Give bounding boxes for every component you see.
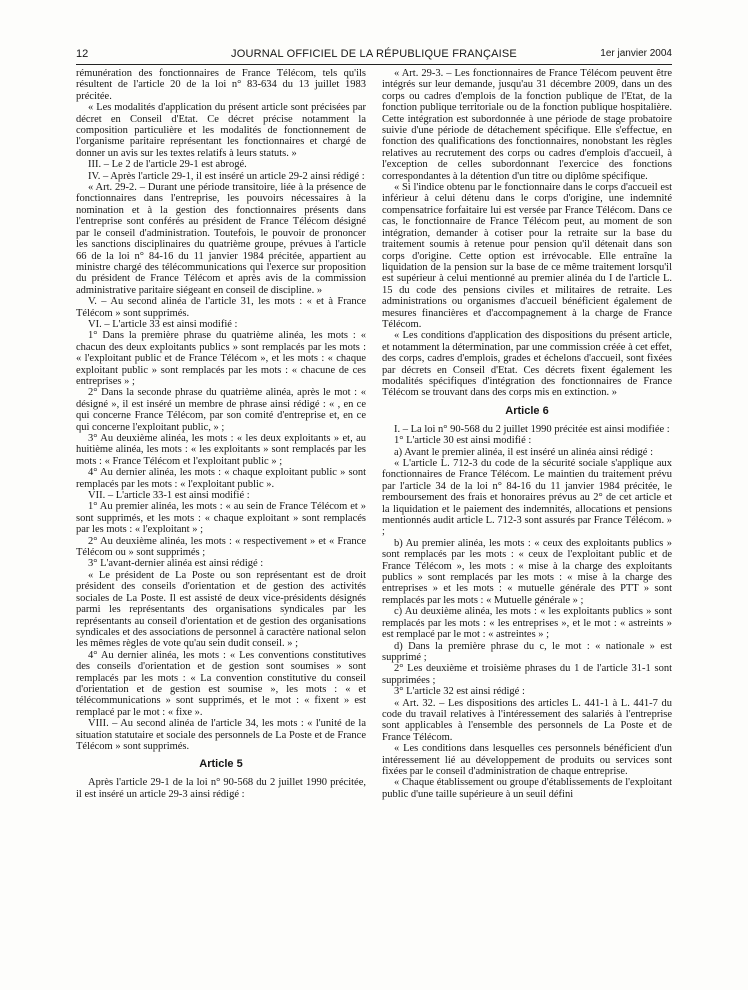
paragraph: IV. – Après l'article 29-1, il est inséré un article 29-2 ainsi rédigé : xyxy=(88,170,365,182)
paragraph: VIII. – Au second alinéa de l'article 34, les mots : « l'unité de la situation statutaire et sociale des personnels de La Poste et de France Télécom » sont supprimés. xyxy=(76,718,366,752)
paragraph: 3° Au deuxième alinéa, les mots : « les deux exploitants » et, au huitième alinéa, les mots : « les exploitants » sont remplacés par les mots : « France Télécom et l'exploitant public » ; xyxy=(76,433,366,467)
page-header xyxy=(76,48,672,64)
paragraph: III. – Le 2 de l'article 29-1 est abrogé. xyxy=(88,159,247,171)
paragraph: 2° Dans la seconde phrase du quatrième alinéa, après le mot : « désigné », il est inséré un membre de phrase ainsi rédigé : « , en ce qui concerne France Télécom, par son comité d'entreprise et, en ce qui concerne l'exploitant public, » ; xyxy=(76,387,366,433)
paragraph: VI. – L'article 33 est ainsi modifié : xyxy=(88,318,238,330)
left-column xyxy=(76,68,366,983)
paragraph: « Les conditions d'application des dispositions du présent article, et notamment la détermination, par une commission créée à cet effet, des corps, cadres d'emplois, grades et échelons d'accueil, sont fixées par décrets en Conseil d'Etat. Ces décrets fixent également les modalités spécifiques d'intégration des fonctionnaires de France Télécom se trouvant dans des corps mis en extinction. » xyxy=(382,330,672,399)
paragraph: Après l'article 29-1 de la loi n° 90-568 du 2 juillet 1990 précitée, il est inséré un article 29-3 ainsi rédigé : xyxy=(76,777,366,800)
paragraph: c) Au deuxième alinéa, les mots : « les exploitants publics » sont remplacés par les mots : « les entreprises », et le mot : « astreints » est remplacé par le mot : « astreintes » ; xyxy=(382,606,672,641)
paragraph: 4° Au dernier alinéa, les mots : « Les conventions constitutives des conseils d'orientation et de gestion sont soumises » sont remplacés par les mots : « La convention constitutive du conseil d'orientation et de gestion est soumise », les mots : « et télécommunications » sont supprimés, et le mot : « fixent » est remplacé par le mot : « fixe ». xyxy=(76,649,366,718)
header-rule xyxy=(76,64,672,65)
paragraph: 1° Au premier alinéa, les mots : « au sein de France Télécom et » sont supprimés, et les mots : « chaque exploitant » sont remplacés par les mots : « l'exploitant » ; xyxy=(76,501,366,536)
journal-title: JOURNAL OFFICIEL DE LA RÉPUBLIQUE FRANÇAISE xyxy=(231,48,517,60)
paragraph: 3° L'avant-dernier alinéa est ainsi rédigé : xyxy=(88,558,264,570)
paragraph: « Art. 32. – Les dispositions des articles L. 441-1 à L. 441-7 du code du travail relatives à l'intéressement des salariés à l'entreprise sont applicables à l'ensemble des personnels de La Poste et de France Télécom. xyxy=(382,697,672,743)
paragraph: « Chaque établissement ou groupe d'établissements de l'exploitant public d'une taille supérieure à un seuil défini xyxy=(382,777,672,800)
paragraph: « Art. 29-2. – Durant une période transitoire, liée à la présence de fonctionnaires dans l'entreprise, les pouvoirs nécessaires à la nomination et à la gestion des fonctionnaires présents dans l'entreprise sont conférés au président de France Télécom désigné par le conseil d'administration. Toutefois, le pouvoir de prononcer les sanctions disciplinaires du quatrième groupe, prévues à l'article 66 de la loi n° 84-16 du 11 janvier 1984 précitée, appartient au ministre chargé des télécommunications qui l'exerce sur proposition du président de France Télécom et après avis de la commission administrative paritaire siégeant en conseil de discipline. » xyxy=(76,182,366,296)
paragraph: VII. – L'article 33-1 est ainsi modifié : xyxy=(88,490,250,502)
paragraph: « Le président de La Poste ou son représentant est de droit président des conseils d'orientation et de gestion des activités sociales de La Poste. Il est assisté de deux vice-présidents désignés parmi les représentants des organisations syndicales par les représentants au conseil d'orientation et de gestion des organisations syndicales et des associations de personnel à caractère national selon les mêmes règles de vote qu'au sein dudit conseil. » ; xyxy=(76,569,366,650)
paragraph: V. – Au second alinéa de l'article 31, les mots : « et à France Télécom » sont supprimés. xyxy=(76,296,366,319)
paragraph: « Les modalités d'application du présent article sont précisées par décret en Conseil d'Etat. Ce décret précise notamment la composition particulière et les modalités de fonctionnement de l'organisme paritaire représentant les fonctionnaires et chargé de donner un avis sur les textes relatifs à leurs statuts. » xyxy=(76,102,366,159)
paragraph: 3° L'article 32 est ainsi rédigé : xyxy=(394,686,525,698)
paragraph: I. – La loi n° 90-568 du 2 juillet 1990 précitée est ainsi modifiée : xyxy=(394,423,670,435)
paragraph: rémunération des fonctionnaires de France Télécom, tels qu'ils résultent de l'article 20 de la loi n° 83-634 du 13 juillet 1983 précitée. xyxy=(76,68,366,102)
paragraph: 2° Les deuxième et troisième phrases du 1 de l'article 31-1 sont supprimées ; xyxy=(382,663,672,686)
paragraph: 2° Au deuxième alinéa, les mots : « respectivement » et « France Télécom ou » sont supprimés ; xyxy=(76,535,366,559)
paragraph: « Art. 29-3. – Les fonctionnaires de France Télécom peuvent être intégrés sur leur demande, jusqu'au 31 décembre 2009, dans un des corps ou cadres d'emplois de la fonction publique de l'Etat, de la fonction publique territoriale ou de la fonction publique hospitalière. Cette intégration est subordonnée à une période de stage probatoire suivie d'une période de détachement spécifique. Elle s'effectue, en fonction des qualifications des fonctionnaires, nonobstant les règles relatives au recrutement des corps ou cadres d'emplois d'accueil, à l'exception de celles subordonnant l'exercice des fonctions correspondantes à la détention d'un titre ou diplôme spécifique. xyxy=(382,68,672,182)
paragraph: a) Avant le premier alinéa, il est inséré un alinéa ainsi rédigé : xyxy=(394,446,653,458)
issue-date: 1er janvier 2004 xyxy=(600,48,672,59)
paragraph: « L'article L. 712-3 du code de la sécurité sociale s'applique aux fonctionnaires de France Télécom. Le maintien du traitement prévu par l'article 34 de la loi n° 84-16 du 11 janvier 1984 précitée, le remboursement des frais et honoraires prévus au 2° de cet article et la liquidation et le paiement des indemnités, allocations et pensions mentionnés audit article L. 712-3 sont assurés par France Télécom. » ; xyxy=(382,458,672,538)
paragraph: d) Dans la première phrase du c, le mot : « nationale » est supprimé ; xyxy=(382,640,672,663)
paragraph: 1° Dans la première phrase du quatrième alinéa, les mots : « chacun des deux exploitants publics » sont remplacés par les mots : « l'exploitant public et de France Télécom », et les mots : « chaque exploitant public » sont remplacés par les mots : « chacune de ces entreprises » ; xyxy=(76,330,366,387)
article-heading: Article 5 xyxy=(199,758,243,771)
paragraph: « Les conditions dans lesquelles ces personnels bénéficient d'un intéressement lié au développement de produits ou services sont fixées par le conseil d'administration de chaque entreprise. xyxy=(382,743,672,777)
right-column xyxy=(382,68,672,983)
paragraph: 4° Au dernier alinéa, les mots : « chaque exploitant public » sont remplacés par les mots : « l'exploitant public ». xyxy=(76,467,366,490)
paragraph: b) Au premier alinéa, les mots : « ceux des exploitants publics » sont remplacés par les mots : « ceux de l'exploitant public et de France Télécom », les mots : « mise à la charge des exploitants publics » sont remplacés par les mots : « mise à la charge des entreprises » et les mots : « mutuelle générale des PTT » sont remplacés par les mots : « Mutuelle générale » ; xyxy=(382,537,672,606)
article-heading: Article 6 xyxy=(505,404,549,417)
paragraph: 1° L'article 30 est ainsi modifié : xyxy=(394,435,532,447)
page-number: 12 xyxy=(76,48,89,60)
paragraph: « Si l'indice obtenu par le fonctionnaire dans le corps d'accueil est inférieur à celui détenu dans le corps d'origine, une indemnité compensatrice forfaitaire lui est versée par France Télécom. Dans ce cas, le fonctionnaire de France Télécom peut, au moment de son intégration, demander à cotiser pour la retraite sur la base du traitement soumis à retenue pour pension qu'il détenait dans son corps d'origine. Cette option est irrévocable. Elle entraîne la liquidation de la pension sur la base de ce même traitement lorsqu'il est supérieur à celui mentionné au premier alinéa du I de l'article L. 15 du code des pensions civiles et militaires de retraite. Les administrations ou organismes d'accueil bénéficient également de mesures financières et d'accompagnement à la charge de France Télécom. xyxy=(382,182,672,330)
